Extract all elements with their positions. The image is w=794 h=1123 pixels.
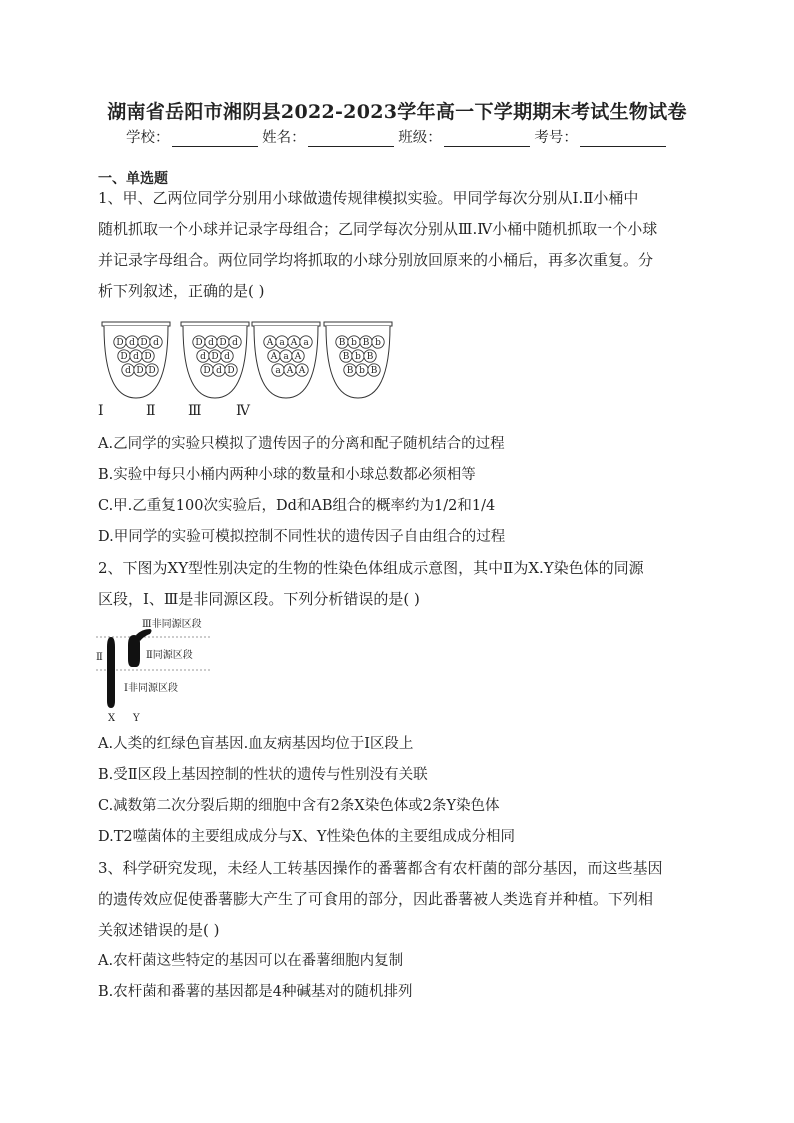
exam-title: 湖南省岳阳市湘阴县2022-2023学年高一下学期期末考试生物试卷 [107,101,687,123]
exam-no-label: 考号： [534,130,578,146]
bucket-label-4: Ⅳ [236,403,250,419]
bucket-label-1: Ⅰ [98,403,104,419]
class-blank [444,131,530,147]
ball-letter: A [266,338,274,349]
bucket-4 [324,322,392,398]
ball-letter: B [370,366,378,377]
ball-letter: d [224,352,230,363]
label-II-left: Ⅱ [96,652,103,663]
ball-letter: D [136,366,144,377]
q2-option-a: A.人类的红绿色盲基因.血友病基因均位于Ⅰ区段上 [98,736,414,752]
ball-letter: D [144,352,152,363]
ball-letter: b [355,352,361,363]
ball-letter: D [211,352,219,363]
ball-letter: d [153,338,159,349]
ball-letter: d [232,338,238,349]
ball-letter: D [148,366,156,377]
ball-letter: B [346,366,354,377]
q1-line-1: 1、甲、乙两位同学分别用小球做遗传规律模拟实验。甲同学每次分别从Ⅰ.Ⅱ小桶中 [98,189,639,207]
q3-option-b: B.农杆菌和番薯的基因都是4种碱基对的随机排列 [98,984,413,1000]
q2-option-b: B.受Ⅱ区段上基因控制的性状的遗传与性别没有关联 [98,767,428,783]
y-chromosome [128,635,140,667]
q2-option-c: C.减数第二次分裂后期的细胞中含有2条X染色体或2条Y染色体 [98,798,500,814]
ball-letter: a [279,338,285,349]
ball-letter: A [290,338,298,349]
ball-letter: a [303,338,309,349]
ball-letter: D [203,366,211,377]
q2-line-1: 2、下图为XY型性别决定的生物的性染色体组成示意图，其中Ⅱ为X.Y染色体的同源 [98,559,644,577]
bucket-rim [252,322,320,326]
q3-line-1: 3、科学研究发现，未经人工转基因操作的番薯都含有农杆菌的部分基因，而这些基因 [98,859,663,877]
label-Y: Y [133,713,140,724]
ball-letter: A [286,366,294,377]
ball-letter: b [359,366,365,377]
bucket-rim [181,322,249,326]
bucket-1 [102,322,170,398]
label-II: Ⅱ同源区段 [146,650,193,661]
ball-letter: D [227,366,235,377]
ball-letter: D [140,338,148,349]
bucket-rim [324,322,392,326]
label-X: X [108,713,116,724]
q3-option-a: A.农杆菌这些特定的基因可以在番薯细胞内复制 [98,953,404,969]
section-title: 一、单选题 [98,171,168,187]
ball-letter: b [375,338,381,349]
name-label: 姓名： [262,130,306,146]
ball-letter: B [366,352,374,363]
ball-letter: B [338,338,346,349]
q1-line-3: 并记录字母组合。两位同学均将抓取的小球分别放回原来的小桶后，再多次重复。分 [98,251,654,269]
x-chromosome [107,637,115,708]
ball-letter: d [208,338,214,349]
bucket-label-2: Ⅱ [146,403,156,419]
ball-letter: D [219,338,227,349]
q1-line-4: 析下列叙述，正确的是( ) [98,282,265,300]
ball-letter: D [195,338,203,349]
class-label: 班级： [398,130,442,146]
bucket-rim [102,322,170,326]
school-label: 学校： [126,130,170,146]
bucket-2 [181,322,249,398]
bucket-3 [252,322,320,398]
q2-line-2: 区段，Ⅰ、Ⅲ是非同源区段。下列分析错误的是( ) [98,590,420,608]
bucket-figure [98,318,398,402]
q1-option-b: B.实验中每只小桶内两种小球的数量和小球总数都必须相等 [98,467,476,483]
chromosome-figure [92,615,242,727]
q3-line-2: 的遗传效应促使番薯膨大产生了可食用的部分，因此番薯被人类选育并种植。下列相 [98,890,654,908]
ball-letter: A [294,352,302,363]
ball-letter: A [298,366,306,377]
ball-letter: a [283,352,289,363]
ball-letter: D [120,352,128,363]
school-blank [172,131,258,147]
name-blank [308,131,394,147]
q2-option-d: D.T2噬菌体的主要组成成分与X、Y性染色体的主要组成成分相同 [98,829,516,845]
ball-letter: B [362,338,370,349]
ball-letter: D [116,338,124,349]
label-I: Ⅰ非同源区段 [124,683,178,694]
ball-letter: d [129,338,135,349]
exam-no-blank [580,131,666,147]
ball-letter: a [275,366,281,377]
bucket-label-3: Ⅲ [188,403,202,419]
student-info-row [126,126,666,147]
label-III: Ⅲ非同源区段 [142,619,202,630]
q1-option-c: C.甲.乙重复100次实验后，Dd和AB组合的概率约为1/2和1/4 [98,498,496,514]
ball-letter: d [216,366,222,377]
q1-option-a: A.乙同学的实验只模拟了遗传因子的分离和配子随机结合的过程 [98,436,505,452]
ball-letter: B [342,352,350,363]
q1-line-2: 随机抓取一个小球并记录字母组合；乙同学每次分别从Ⅲ.Ⅳ小桶中随机抓取一个小球 [98,220,658,238]
ball-letter: A [270,352,278,363]
ball-letter: d [125,366,131,377]
q1-option-d: D.甲同学的实验可模拟控制不同性状的遗传因子自由组合的过程 [98,529,506,545]
ball-letter: d [133,352,139,363]
q3-line-3: 关叙述错误的是( ) [98,921,220,939]
ball-letter: d [200,352,206,363]
ball-letter: b [351,338,357,349]
